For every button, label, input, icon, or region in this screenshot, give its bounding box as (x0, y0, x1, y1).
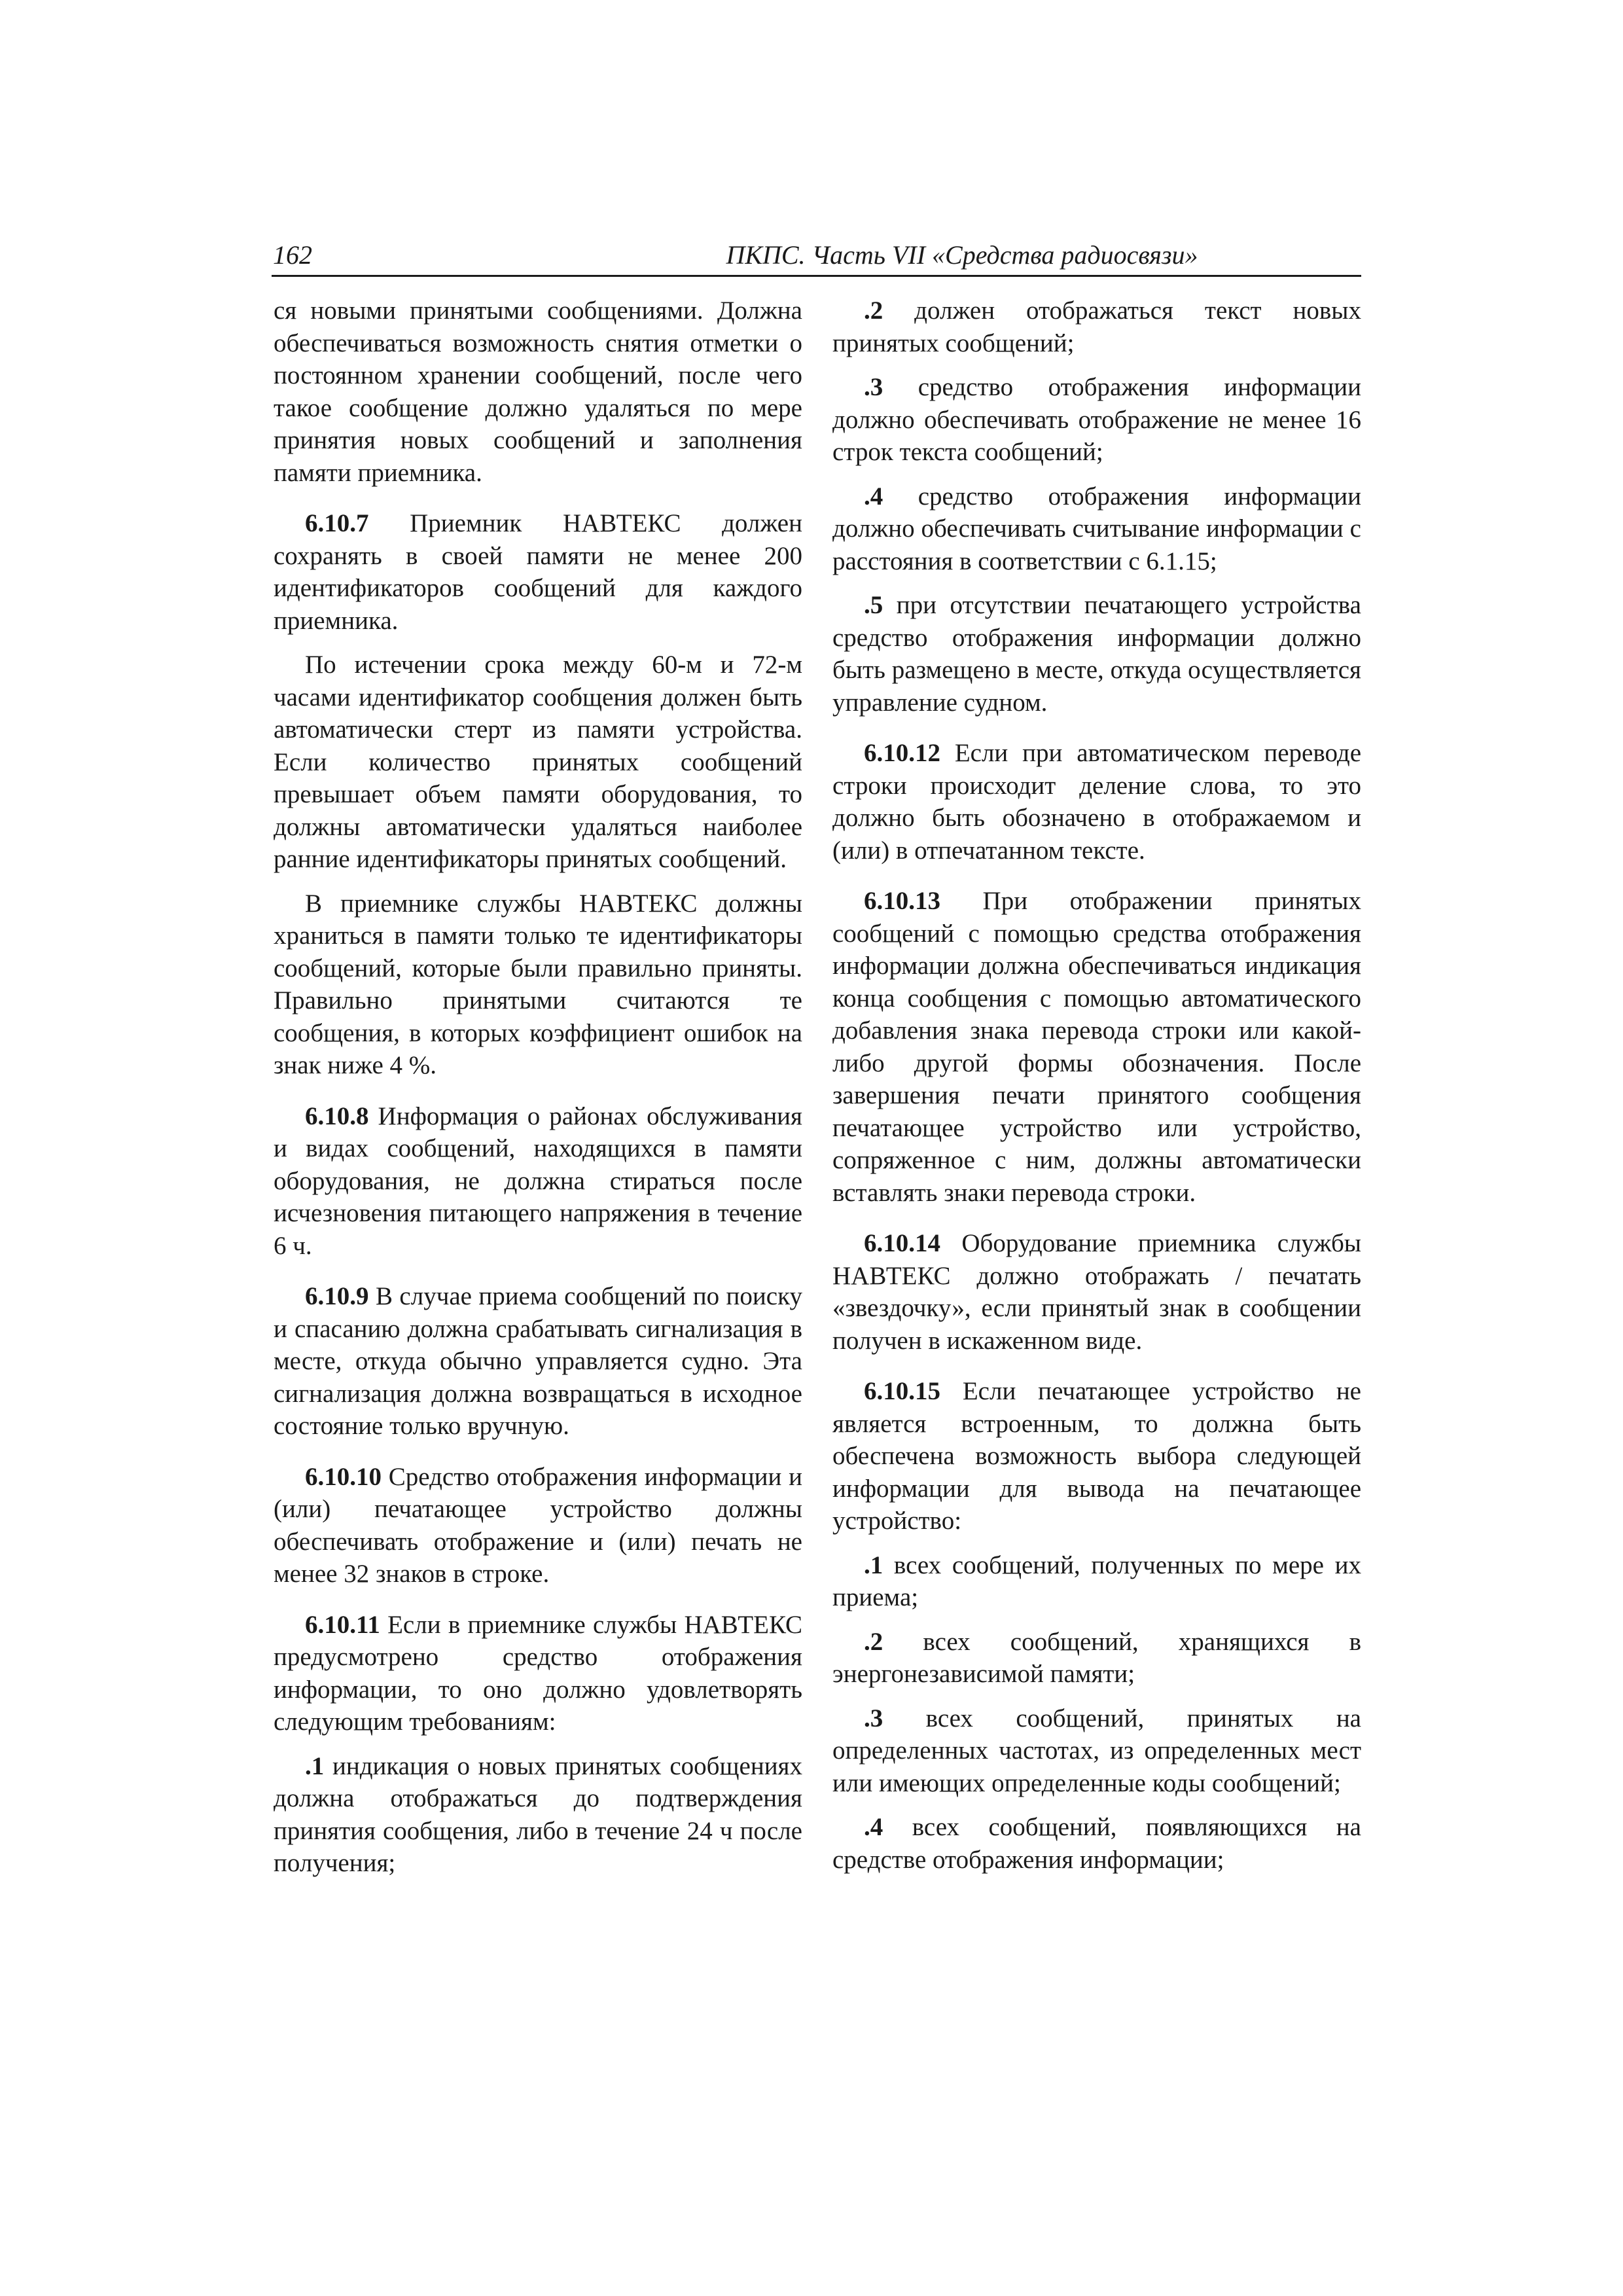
item-number: .1 (305, 1751, 325, 1780)
clause-number: 6.10.9 (305, 1282, 369, 1310)
clause-number: 6.10.11 (305, 1610, 380, 1639)
left-column (274, 295, 802, 1880)
paragraph: 6.10.12 Если при автоматическом переводе строки происходит деление слова, то это должно быть обозначено в отображаемом и (или) в отпечатанном тексте. (832, 739, 1361, 865)
right-column (832, 295, 1361, 1876)
paragraph: 6.10.11 Если в приемнике службы НАВТЕКС предусмотрено средство отображения информации, то оно должно удовлетворять следующим требованиям: (274, 1610, 802, 1736)
paragraph: В приемнике службы НАВТЕКС должны храниться в памяти только те идентификаторы сообщений, которые были правильно приняты. Правильно принятыми считаются те сообщения, в которых коэффициент ошибок на знак ниже 4 %. (274, 889, 802, 1079)
paragraph: ся новыми принятыми сообщениями. Должна обеспечиваться возможность снятия отметки о постоянном хранении сообщений, после чего такое сообщение должно удаляться по мере принятия новых сообщений и заполнения памяти приемника. (274, 296, 802, 487)
paragraph: .1 всех сообщений, полученных по мере их приема; (832, 1551, 1361, 1611)
paragraph: .2 всех сообщений, хранящихся в энергонезависимой памяти; (832, 1627, 1361, 1688)
paragraph: 6.10.14 Оборудование приемника службы НАВТЕКС должно отображать / печатать «звездочку», если принятый знак в сообщении получен в искаженном виде. (832, 1229, 1361, 1355)
clause-number: 6.10.12 (864, 739, 940, 767)
clause-number: 6.10.15 (864, 1377, 940, 1405)
clause-number: 6.10.13 (864, 887, 940, 915)
paragraph: .1 индикация о новых принятых сообщениях должна отображаться до подтверждения принятия сообщения, либо в течение 24 ч после получения; (274, 1751, 802, 1877)
paragraph: По истечении срока между 60-м и 72-м часами идентификатор сообщения должен быть автоматически стерт из памяти устройства. Если количество принятых сообщений превышает объем памяти оборудования, то должны автоматически удаляться наиболее ранние идентификаторы принятых сообщений. (274, 651, 802, 873)
paragraph: .3 средство отображения информации должно обеспечивать отображение не менее 16 строк текста сообщений; (832, 373, 1361, 466)
clause-number: 6.10.8 (305, 1102, 369, 1130)
clause-number: 6.10.10 (305, 1462, 382, 1491)
paragraph: .4 средство отображения информации должно обеспечивать считывание информации с расстояния в соответствии с 6.1.15; (832, 482, 1361, 575)
clause-number: 6.10.14 (864, 1229, 940, 1257)
paragraph: 6.10.13 При отображении принятых сообщений с помощью средства отображения информации должна обеспечиваться индикация конца сообщения с помощью автоматического добавления знака перевода строки или какой-либо другой формы обозначения. После завершения печати принятого сообщения печатающее устройство или устройство, сопряженное с ним, должны автоматически вставлять знаки перевода строки. (832, 887, 1361, 1207)
item-number: .5 (864, 591, 883, 619)
item-number: .2 (864, 296, 883, 325)
paragraph: .4 всех сообщений, появляющихся на средстве отображения информации; (832, 1813, 1361, 1874)
item-number: .2 (864, 1627, 883, 1656)
paragraph: 6.10.7 Приемник НАВТЕКС должен сохранять в своей памяти не менее 200 идентификаторов сообщений для каждого приемника. (274, 509, 802, 635)
paragraph: .5 при отсутствии печатающего устройства средство отображения информации должно быть размещено в месте, откуда осуществляется управление судном. (832, 591, 1361, 717)
paragraph: 6.10.8 Информация о районах обслуживания и видах сообщений, находящихся в памяти оборудования, не должна стираться после исчезновения питающего напряжения в течение 6 ч. (274, 1102, 802, 1260)
item-number: .3 (864, 373, 883, 401)
paragraph: 6.10.9 В случае приема сообщений по поиску и спасанию должна срабатывать сигнализация в месте, откуда обычно управляется судно. Эта сигнализация должна возвращаться в исходное состояние только вручную. (274, 1282, 802, 1440)
header-title: ПКПС. Часть VII «Средства радиосвязи» (726, 240, 1198, 270)
page-number: 162 (273, 240, 312, 270)
item-number: .1 (864, 1551, 883, 1579)
paragraph: 6.10.10 Средство отображения информации и (или) печатающее устройство должны обеспечивать отображение и (или) печать не менее 32 знаков в строке. (274, 1462, 802, 1588)
paragraph: .2 должен отображаться текст новых принятых сообщений; (832, 296, 1361, 357)
item-number: .3 (864, 1704, 883, 1732)
running-header (272, 237, 1361, 277)
paragraph: .3 всех сообщений, принятых на определенных частотах, из определенных мест или имеющих определенные коды сообщений; (832, 1704, 1361, 1797)
item-number: .4 (864, 482, 883, 511)
item-number: .4 (864, 1813, 883, 1841)
paragraph: 6.10.15 Если печатающее устройство не является встроенным, то должна быть обеспечена возможность выбора следующей информации для вывода на печатающее устройство: (832, 1377, 1361, 1535)
clause-number: 6.10.7 (305, 509, 369, 537)
